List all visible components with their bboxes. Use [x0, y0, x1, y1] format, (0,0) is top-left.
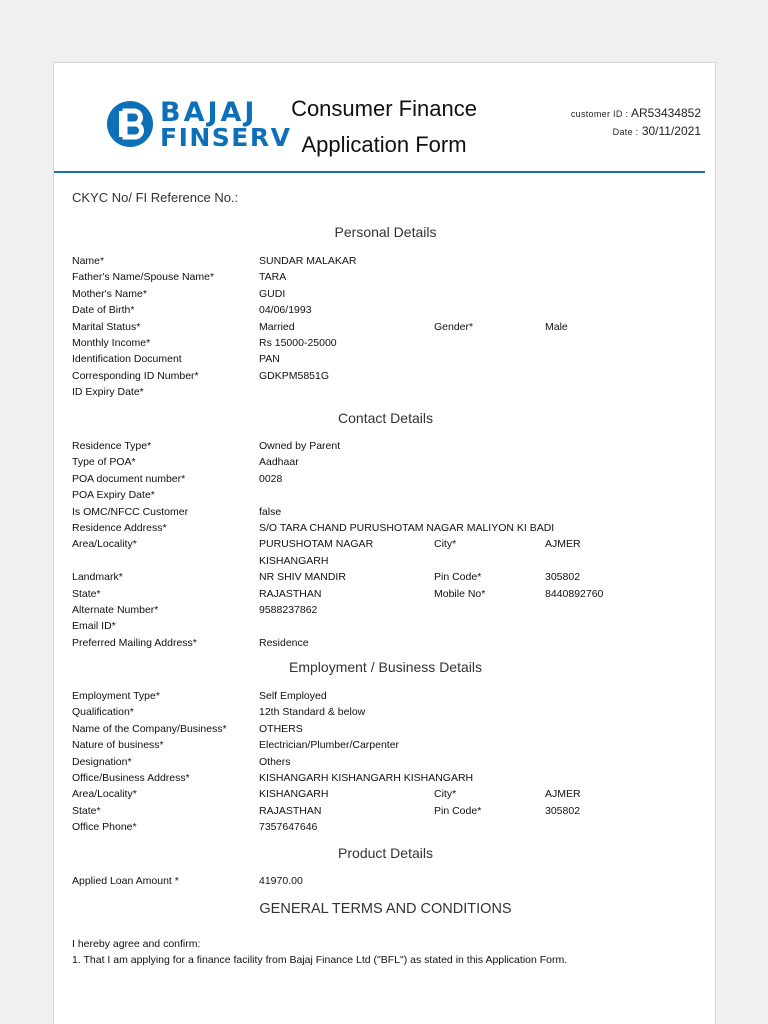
- field-value: TARA: [259, 271, 287, 284]
- field-value: Married: [259, 320, 295, 333]
- field-label: Designation*: [72, 755, 132, 768]
- field-value: 41970.00: [259, 875, 303, 887]
- field-value: KISHANGARH: [259, 788, 329, 801]
- field-label-2: Mobile No*: [434, 587, 486, 600]
- field-value: KISHANGARH KISHANGARH KISHANGARH: [259, 772, 474, 784]
- ckyc-label: CKYC No/ FI Reference No.:: [72, 190, 239, 205]
- contact-row: [72, 438, 712, 454]
- employment-row: [72, 704, 712, 720]
- field-value: NR SHIV MANDIR: [259, 571, 346, 584]
- contact-row: [72, 553, 712, 569]
- employment-row: [72, 803, 712, 819]
- field-label: Corresponding ID Number*: [72, 369, 199, 382]
- section-title-product: Product Details: [338, 845, 433, 861]
- field-value: Rs 15000-25000: [259, 337, 337, 349]
- field-label: Name of the Company/Business*: [72, 722, 227, 735]
- contact-row: [72, 635, 712, 651]
- field-label: POA Expiry Date*: [72, 489, 155, 502]
- contact-row: [72, 618, 712, 634]
- personal-row: [72, 335, 712, 351]
- field-label: Mother's Name*: [72, 287, 147, 300]
- field-value-2: AJMER: [545, 788, 581, 801]
- field-label: Area/Locality*: [72, 788, 137, 801]
- field-label: Applied Loan Amount *: [72, 875, 179, 887]
- field-label: Alternate Number*: [72, 604, 159, 616]
- field-label: ID Expiry Date*: [72, 386, 144, 399]
- field-label-2: City*: [434, 538, 457, 551]
- date-row: [571, 123, 701, 141]
- employment-row: [72, 770, 712, 786]
- form-title-line1: Consumer Finance: [291, 96, 477, 121]
- logo-text-bajaj: BAJAJ: [160, 97, 258, 128]
- field-value-2: 305802: [545, 804, 581, 817]
- field-label-2: Pin Code*: [434, 571, 482, 584]
- personal-row: [72, 368, 712, 384]
- personal-row: [72, 351, 712, 367]
- header-divider: [54, 171, 705, 173]
- personal-row: [72, 253, 712, 269]
- field-label: Preferred Mailing Address*: [72, 636, 197, 649]
- logo-text-finserv: FINSERV: [160, 123, 292, 152]
- field-label: Residence Type*: [72, 440, 152, 452]
- form-meta: [571, 105, 701, 141]
- field-label: Is OMC/NFCC Customer: [72, 505, 189, 518]
- field-label-2: City*: [434, 788, 457, 801]
- field-value-2: AJMER: [545, 538, 581, 551]
- contact-row: [72, 454, 712, 470]
- customer-id-label: customer ID :: [570, 109, 629, 119]
- field-value: RAJASTHAN: [259, 587, 322, 600]
- personal-row: [72, 302, 712, 318]
- field-value-2: 305802: [545, 571, 581, 584]
- field-label: Landmark*: [72, 571, 123, 584]
- contact-row: [72, 586, 712, 602]
- terms-intro: I hereby agree and confirm:: [72, 938, 201, 950]
- application-form-page: [53, 62, 716, 1024]
- bajaj-finserv-logo: [104, 97, 294, 153]
- employment-row: [72, 688, 712, 704]
- field-value: SUNDAR MALAKAR: [259, 255, 357, 267]
- personal-row: [72, 286, 712, 302]
- field-label: Date of Birth*: [72, 304, 135, 317]
- field-label: Area/Locality*: [72, 538, 137, 551]
- field-value: 9588237862: [259, 604, 318, 616]
- field-value: 0028: [259, 472, 283, 485]
- field-label-2: Gender*: [434, 320, 474, 333]
- employment-row: [72, 754, 712, 770]
- contact-row: [72, 471, 712, 487]
- field-label: POA document number*: [72, 472, 186, 485]
- field-value: 04/06/1993: [259, 304, 312, 317]
- field-value: Residence: [259, 636, 309, 649]
- field-value: GDKPM5851G: [259, 369, 330, 382]
- product-row: [72, 873, 712, 889]
- field-label: Marital Status*: [72, 320, 141, 333]
- field-label: Employment Type*: [72, 690, 160, 702]
- field-value: RAJASTHAN: [259, 804, 322, 817]
- field-value: KISHANGARH: [259, 554, 329, 567]
- bajaj-logo-icon: [104, 97, 156, 149]
- customer-id-row: [571, 105, 701, 123]
- field-label-2: Pin Code*: [434, 804, 482, 817]
- field-label: Type of POA*: [72, 456, 136, 469]
- field-value: Self Employed: [259, 690, 327, 702]
- personal-row: [72, 269, 712, 285]
- contact-row: [72, 569, 712, 585]
- date-label: Date :: [612, 127, 639, 137]
- field-value: S/O TARA CHAND PURUSHOTAM NAGAR MALIYON KI BADI: [259, 522, 555, 534]
- field-label: Office/Business Address*: [72, 772, 190, 784]
- personal-row: [72, 319, 712, 335]
- contact-row: [72, 504, 712, 520]
- field-value: OTHERS: [259, 722, 303, 735]
- employment-row: [72, 819, 712, 835]
- field-label: Residence Address*: [72, 522, 167, 534]
- field-label: Monthly Income*: [72, 337, 151, 349]
- employment-row: [72, 737, 712, 753]
- field-value: 12th Standard & below: [259, 706, 366, 719]
- field-value: false: [259, 505, 282, 518]
- field-value: Owned by Parent: [259, 440, 341, 452]
- section-title-contact: Contact Details: [338, 410, 433, 426]
- field-label: Qualification*: [72, 706, 134, 719]
- field-label: State*: [72, 587, 101, 600]
- form-title-line2: Application Form: [301, 132, 467, 157]
- field-label: Father's Name/Spouse Name*: [72, 271, 215, 284]
- employment-row: [72, 721, 712, 737]
- field-value: GUDI: [259, 287, 286, 300]
- contact-row: [72, 487, 712, 503]
- field-value: PURUSHOTAM NAGAR: [259, 538, 374, 551]
- field-value: Aadhaar: [259, 456, 299, 469]
- customer-id-value: AR53434852: [630, 106, 701, 120]
- field-value: 7357647646: [259, 821, 318, 834]
- field-value-2: 8440892760: [545, 587, 604, 600]
- field-value: Electrician/Plumber/Carpenter: [259, 739, 400, 752]
- form-title: [284, 91, 484, 163]
- date-value: 30/11/2021: [641, 124, 701, 138]
- field-label: Name*: [72, 255, 105, 267]
- field-label: State*: [72, 804, 101, 817]
- field-value-2: Male: [545, 320, 568, 333]
- field-label: Nature of business*: [72, 739, 164, 752]
- field-label: Office Phone*: [72, 821, 137, 834]
- employment-row: [72, 786, 712, 802]
- section-title-terms: GENERAL TERMS AND CONDITIONS: [259, 901, 512, 917]
- field-value: Others: [259, 755, 291, 768]
- section-title-employment: Employment / Business Details: [289, 659, 482, 675]
- contact-row: [72, 520, 712, 536]
- contact-row: [72, 536, 712, 552]
- field-label: Email ID*: [72, 620, 116, 633]
- contact-row: [72, 602, 712, 618]
- field-value: PAN: [259, 353, 280, 366]
- field-label: Identification Document: [72, 353, 182, 366]
- personal-row: [72, 384, 712, 400]
- section-title-personal: Personal Details: [334, 224, 437, 240]
- terms-item-1: 1. That I am applying for a finance facility from Bajaj Finance Ltd ("BFL") as stated in this Application Form.: [72, 954, 568, 966]
